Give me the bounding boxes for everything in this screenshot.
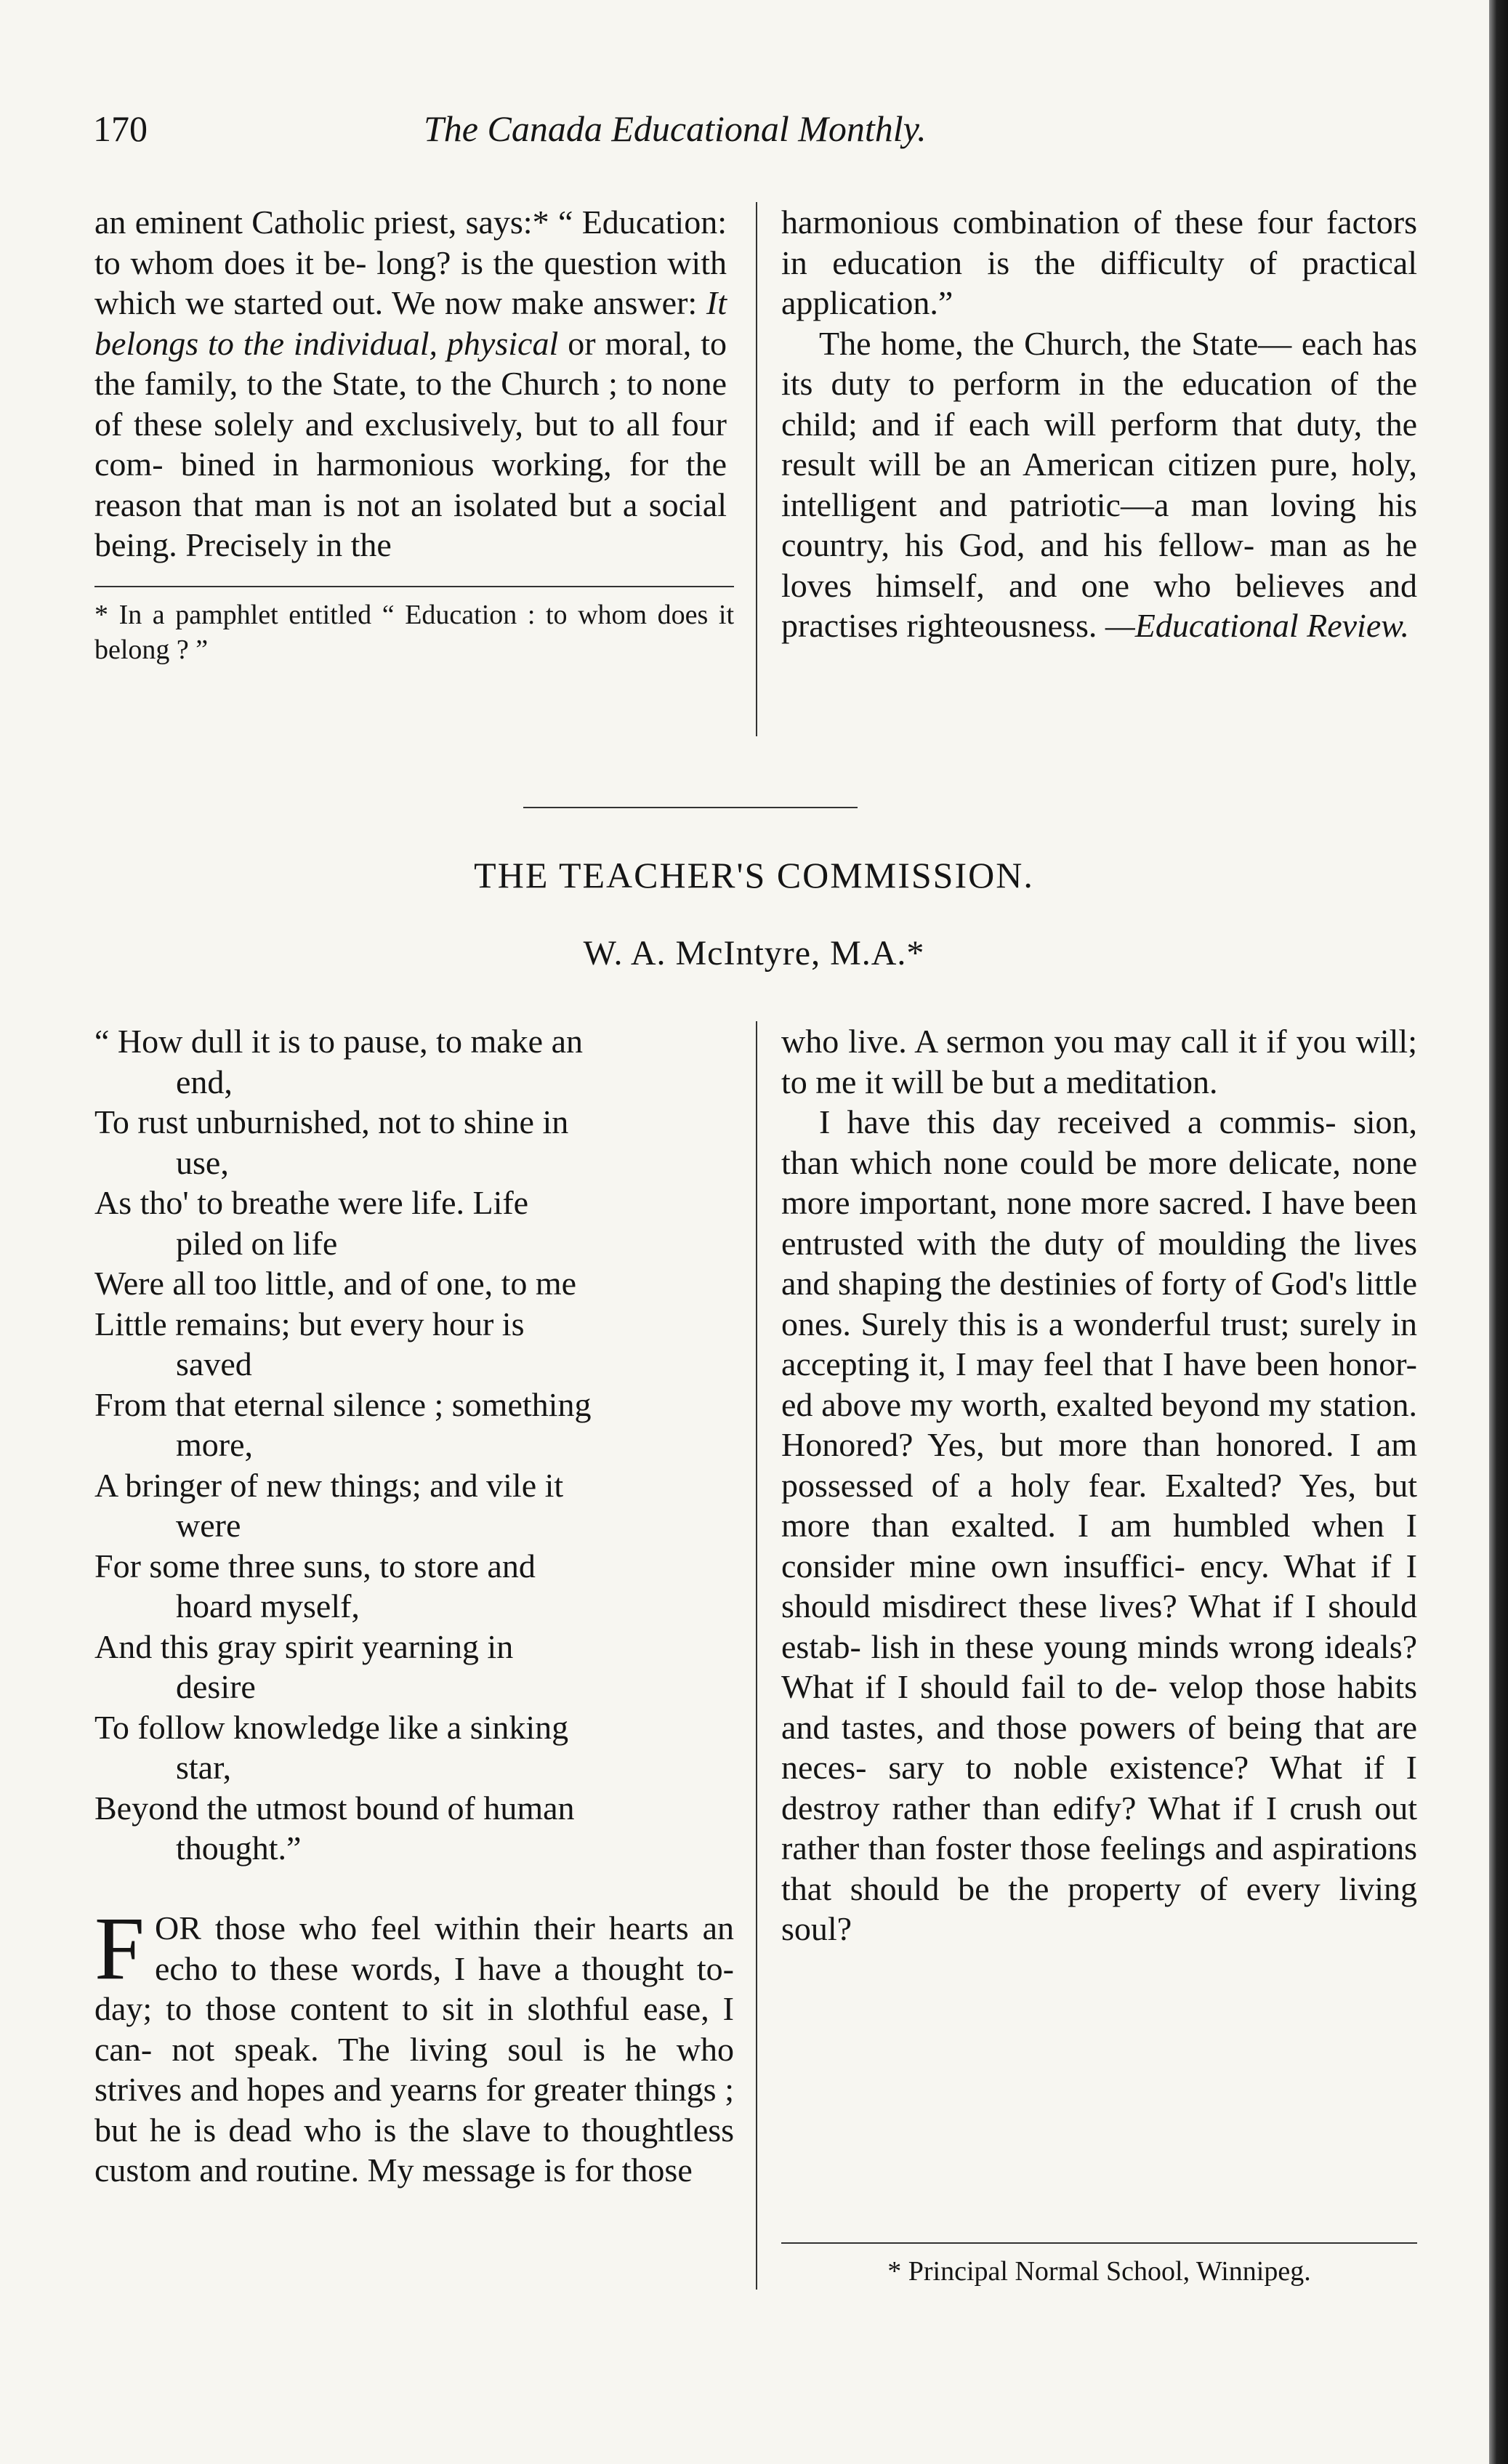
poem-line: A bringer of new things; and vile it — [94, 1466, 564, 1504]
text-line: believes and practises righteousness. — [781, 566, 1417, 644]
poem-line: were — [176, 1507, 241, 1544]
text-line: those who feel within their — [214, 1909, 595, 1946]
poem-line: more, — [176, 1426, 254, 1463]
poem-line: To rust unburnished, not to shine in — [94, 1103, 569, 1140]
footnote-line: to whom does it belong ? ” — [94, 599, 735, 665]
poem-line: desire — [176, 1668, 256, 1705]
text-line: meditation. — [1066, 1063, 1218, 1100]
poem-line: saved — [176, 1345, 252, 1382]
poem-line: For some three suns, to store and — [94, 1547, 536, 1585]
text-line: more than honored. I am possessed — [781, 1426, 1417, 1504]
bottom-footnote: * Principal Normal School, Winnipeg. — [781, 2242, 1417, 2289]
text-line: his country, his God, and his fellow- — [781, 486, 1417, 563]
text-line: strives and hopes and yearns for — [94, 2071, 525, 2108]
top-right-paragraph-1 — [781, 202, 1417, 323]
text-line: delicate, none more important, none — [781, 1143, 1417, 1221]
text-line: It belongs to the individual, physical — [94, 284, 727, 362]
text-line: those powers of being that are neces- — [781, 1708, 1417, 1786]
text-line: intelligent and patriotic—a man loving — [781, 486, 1356, 523]
poem-line: Were all too little, and of one, to me — [94, 1265, 577, 1302]
text-line: wonderful trust; surely in accepting — [781, 1305, 1418, 1382]
top-left-footnote — [94, 586, 734, 667]
column-divider — [756, 1021, 757, 2290]
first-word: OR — [154, 1909, 201, 1946]
text-line: harmonious combination of these four — [781, 204, 1313, 241]
text-line: who live. A sermon you may call it — [781, 1023, 1257, 1060]
top-left-paragraph — [94, 202, 727, 565]
poem-line: Beyond the utmost bound of human — [94, 1789, 575, 1827]
text-line: to the Church ; to none of these solely — [94, 365, 727, 443]
text-line: I have this day received a commis- — [819, 1103, 1336, 1140]
text-line: feelings and aspirations that should — [781, 1829, 1417, 1907]
poem-line: hoard myself, — [176, 1587, 360, 1624]
poem-line: From that eternal silence ; something — [94, 1385, 592, 1423]
text-line: started out. We now make answer: — [233, 284, 698, 321]
text-line: be an American citizen pure, holy, — [934, 446, 1418, 483]
text-line: content to sit in slothful ease, I can- — [94, 1990, 735, 2068]
bottom-right-paragraph-1 — [781, 1021, 1417, 1102]
poem-block — [94, 1021, 734, 1869]
text-line: if you will; to me it will be but a — [781, 1023, 1417, 1100]
text-line: more sacred. I have been entrusted — [781, 1184, 1417, 1262]
text-line: bined in harmonious working, for the — [180, 446, 727, 483]
poem-line: As tho' to breathe were life. Life — [94, 1184, 529, 1221]
page-edge-shadow — [1489, 0, 1508, 2464]
text-line: God's little ones. Surely this is a — [781, 1265, 1418, 1342]
text-line: with the duty of moulding the lives — [917, 1224, 1418, 1262]
text-line: hearts an echo to these words, — [154, 1909, 734, 1987]
column-divider — [756, 202, 757, 736]
text-line: will perform that duty, the result will — [781, 405, 1418, 483]
footnote-line: * In a pamphlet entitled “ Education : — [94, 599, 536, 630]
poem-line: end, — [176, 1063, 233, 1100]
text-line: routine. My message is for those — [256, 2151, 693, 2189]
poem-line: “ How dull it is to pause, to make an — [94, 1023, 583, 1060]
text-line: reason that man is not an isolated but — [94, 486, 612, 523]
attribution: —Educational Review. — [1105, 607, 1410, 644]
text-line: ed above my worth, exalted beyond — [781, 1385, 1260, 1423]
top-left-column — [94, 202, 735, 667]
text-line: “ Education: to whom does it be- — [94, 204, 727, 281]
text-line: a social being. Precisely in the — [94, 486, 727, 563]
page-number: 170 — [93, 108, 148, 149]
text-line: of practical application.” — [781, 243, 1417, 321]
text-line: more than exalted. I am humbled — [781, 1507, 1291, 1544]
text-line: sion, than which none could be more — [781, 1103, 1417, 1181]
poem-line: star, — [176, 1749, 232, 1786]
text-line: and shaping the destinies of forty of — [781, 1265, 1263, 1302]
text-line: sary to noble existence? What if I — [888, 1749, 1417, 1786]
text-line: crush out rather than foster those — [781, 1789, 1418, 1867]
poem-line: And this gray spirit yearning in — [94, 1627, 514, 1665]
text-line: factors in education is the difficulty — [781, 204, 1418, 281]
bottom-right-column — [781, 1021, 1417, 1949]
text-line: The home, the Church, the State— — [819, 324, 1292, 362]
text-line: ideals? What if I should fail to de- — [781, 1627, 1418, 1705]
poem-line: Little remains; but every hour is — [94, 1305, 525, 1342]
text-line: velop those habits and tastes, and — [781, 1668, 1417, 1746]
text-line: man as he loves himself, and one who — [781, 526, 1417, 604]
drop-cap: F — [94, 1899, 145, 1998]
prose-left-column — [94, 1899, 735, 2191]
text-line: these lives? What if I should estab- — [781, 1587, 1418, 1665]
running-title: The Canada Educational Monthly. — [424, 108, 927, 149]
top-right-column — [781, 202, 1417, 646]
text-line: the slave to thoughtless custom and — [94, 2111, 734, 2189]
top-right-paragraph-2 — [781, 323, 1417, 646]
section-divider — [523, 807, 858, 808]
article-byline: W. A. McIntyre, M.A.* — [583, 934, 925, 973]
text-line: destroy rather than edify? What if I — [781, 1789, 1278, 1827]
text-line: each has its duty to perform in the — [781, 324, 1417, 402]
text-line: not speak. The living soul is he who — [172, 2030, 735, 2068]
text-line: I have a thought to-day; to those — [94, 1949, 734, 2027]
text-line: long? is the question with which we — [94, 243, 727, 321]
opening-paragraph — [94, 1899, 735, 2191]
text-line: ency. What if I should misdirect — [781, 1547, 1417, 1624]
poem-line: thought.” — [176, 1829, 302, 1867]
article-title: THE TEACHER'S COMMISSION. — [474, 855, 1034, 895]
text-line: education of the child; and if each — [781, 365, 1418, 443]
text-line: and exclusively, but to all four com- — [94, 405, 727, 483]
text-line: it, I may feel that I have been honor- — [919, 1345, 1417, 1382]
text-line: of a holy fear. Exalted? Yes, but — [931, 1466, 1417, 1504]
text-line: my station. Honored? Yes, but — [781, 1385, 1417, 1463]
text-line: greater things ; but he is dead who is — [94, 2071, 734, 2149]
text-line: or moral, to the family, to the State, — [94, 324, 727, 402]
text-line: an eminent Catholic priest, says:* — [94, 204, 549, 241]
poem-line: To follow knowledge like a sinking — [94, 1708, 569, 1746]
text-line: lish in these young minds wrong — [871, 1627, 1315, 1665]
text-line: when I consider mine own insuffici- — [781, 1507, 1417, 1585]
text-line: be the property of every living soul? — [781, 1869, 1418, 1947]
poem-line: piled on life — [176, 1224, 338, 1262]
page-header — [93, 108, 1125, 166]
poem-line: use, — [176, 1143, 229, 1181]
bottom-right-paragraph-2 — [781, 1102, 1417, 1949]
